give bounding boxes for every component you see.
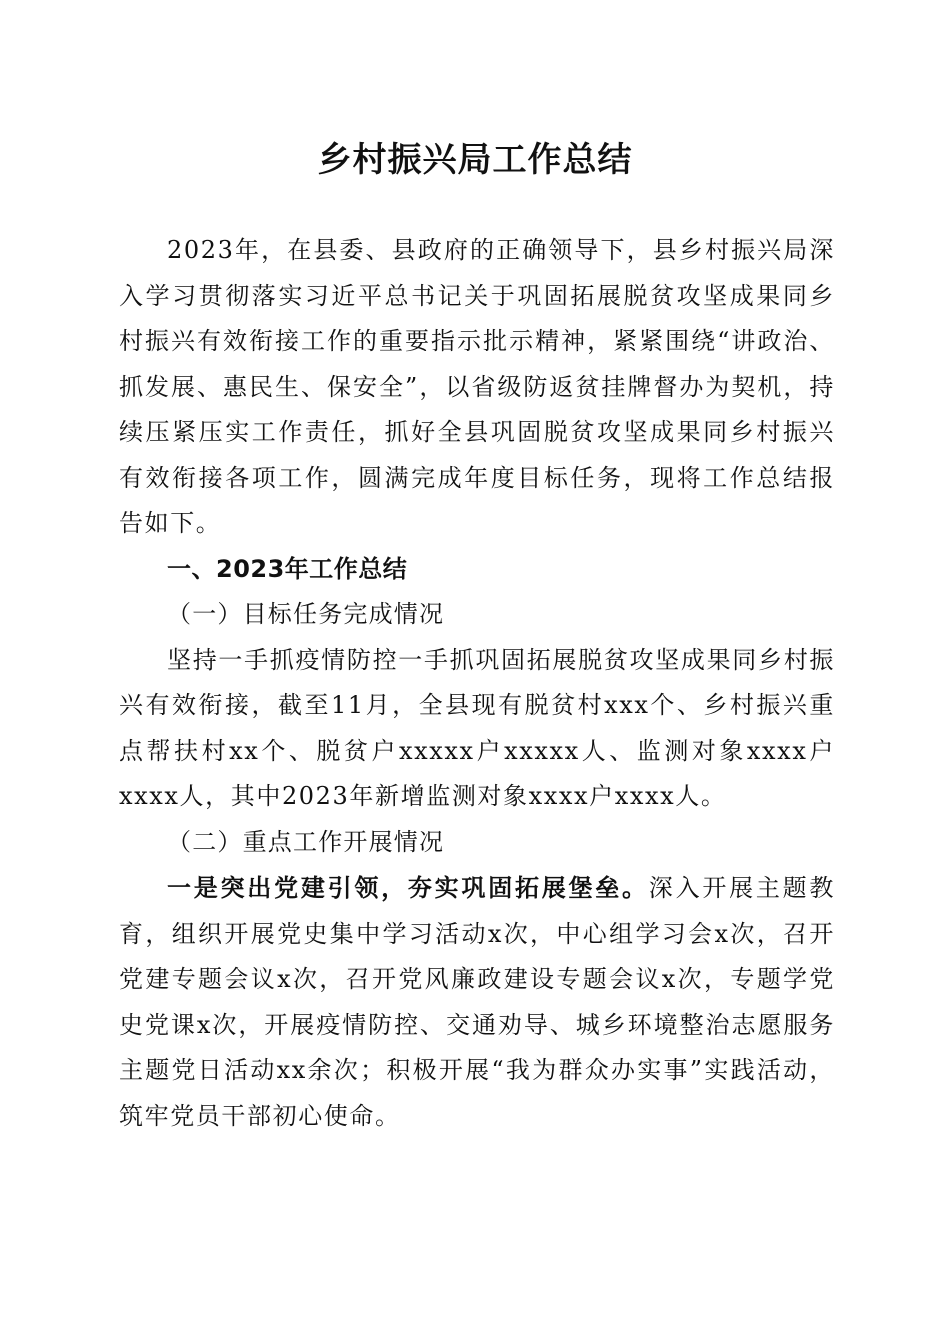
- subsection-2-body-text: 深入开展主题教育，组织开展党史集中学习活动x次，中心组学习会x次，召开党建专题会议x次，召开党风廉政建设专题会议x次，专题学党史党课x次，开展疫情防控、交通劝导、城乡环境整治志愿服务主题党日活动xx余次；积极开展“我为群众办实事”实践活动，筑牢党员干部初心使命。: [119, 874, 835, 1130]
- section-heading-1: 一、2023年工作总结: [167, 554, 408, 583]
- subsection-2-paragraph: [119, 865, 835, 1139]
- document-title: 乡村振兴局工作总结: [317, 140, 633, 180]
- subsection-2-lead-sentence: 一是突出党建引领，夯实巩固拓展堡垒。: [167, 873, 649, 902]
- subsection-heading-1: （一）目标任务完成情况: [167, 600, 445, 628]
- subsection-heading-2: （二）重点工作开展情况: [167, 827, 445, 856]
- subsection-1-paragraph: 坚持一手抓疫情防控一手抓巩固拓展脱贫攻坚成果同乡村振兴有效衔接，截至11月，全县现有脱贫村xxx个、乡村振兴重点帮扶村xx个、脱贫户xxxxx户xxxxx人、监测对象xxxx户xxxx人，其中2023年新增监测对象xxxx户xxxx人。: [119, 645, 835, 810]
- intro-paragraph: 2023年，在县委、县政府的正确领导下，县乡村振兴局深入学习贯彻落实习近平总书记关于巩固拓展脱贫攻坚成果同乡村振兴有效衔接工作的重要指示批示精神，紧紧围绕“讲政治、抓发展、惠民生、保安全”，以省级防返贫挂牌督办为契机，持续压紧压实工作责任，抓好全县巩固脱贫攻坚成果同乡村振兴有效衔接各项工作，圆满完成年度目标任务，现将工作总结报告如下。: [119, 236, 835, 537]
- document-body: [119, 228, 835, 1139]
